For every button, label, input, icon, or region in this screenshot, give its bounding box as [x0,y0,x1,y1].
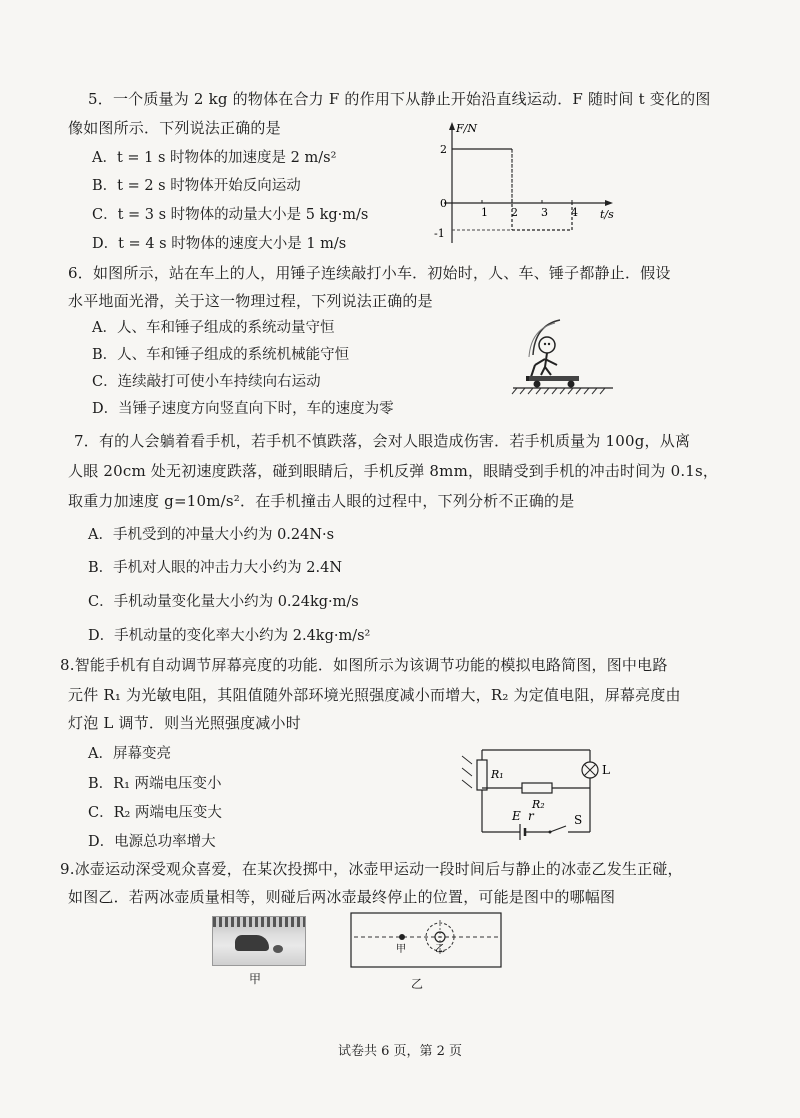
q7-option-b: B．手机对人眼的冲击力大小约为 2.4N [88,560,343,576]
cart-wheel-left [534,381,541,388]
emf-label: E [512,809,521,823]
q6-stem-line1: 6．如图所示，站在车上的人，用锤子连续敲打小车．初始时，人、车、锤子都静止．假设 [68,264,671,282]
lamp-label: L [602,763,610,777]
r2-resistor [522,783,552,793]
chart-y-arrow [449,122,455,130]
q6-option-c: C．连续敲打可使小车持续向右运动 [92,374,321,390]
q5-option-a: A．t = 1 s 时物体的加速度是 2 m/s² [92,150,337,166]
stone-jia [399,934,405,940]
person-head [539,337,555,353]
q7-stem-line1: 7．有的人会躺着看手机，若手机不慎跌落，会对人眼造成伤害．若手机质量为 100g，从离 [74,432,691,450]
q7-stem-line3: 取重力加速度 g=10m/s²．在手机撞击人眼的过程中，下列分析不正确的是 [68,492,575,510]
stone-jia-label: 甲 [396,944,406,955]
r1-photoresistor [477,760,487,790]
page-footer: 试卷共 6 页，第 2 页 [337,1044,463,1059]
internal-r-label: r [528,809,534,823]
hammer-handle [531,365,535,377]
q8-stem-line2: 元件 R₁ 为光敏电阻，其阻值随外部环境光照强度减小而增大，R₂ 为定值电阻，屏幕亮度由 [68,686,681,704]
q5-option-c: C．t = 3 s 时物体的动量大小是 5 kg·m/s [92,207,369,223]
q6-person-on-cart-figure [505,315,620,400]
stone-yi-label: 乙 [435,944,445,955]
q9-curling-sheet-diagram [350,912,502,968]
chart-y-tick-0: 0 [440,197,447,210]
cart-body [529,376,579,381]
q9-stem-line1: 9.冰壶运动深受观众喜爱，在某次投掷中，冰壶甲运动一段时间后与静止的冰壶乙发生正碰， [60,860,683,878]
light-arrows [462,756,472,788]
q8-option-b: B．R₁ 两端电压变小 [88,776,222,792]
chart-y-tick-2: 2 [440,143,447,156]
q7-option-c: C．手机动量变化量大小约为 0.24kg·m/s [88,594,359,610]
switch-s [550,826,566,832]
q5-option-b: B．t = 2 s 时物体开始反向运动 [92,178,301,194]
q8-option-a: A．屏幕变亮 [88,746,171,762]
q5-stem-line2: 像如图所示．下列说法正确的是 [68,119,281,137]
athlete-silhouette [235,935,269,951]
chart-y-tick-neg1: -1 [434,227,445,240]
q8-stem-line1: 8.智能手机有自动调节屏幕亮度的功能．如图所示为该调节功能的模拟电路简图，图中电路 [60,656,668,674]
q6-stem-line2: 水平地面光滑，关于这一物理过程，下列说法正确的是 [68,292,433,310]
chart-x-arrow [605,200,613,206]
q9-stem-line2: 如图乙．若两冰壶质量相等，则碰后两冰壶最终停止的位置，可能是图中的哪幅图 [68,888,616,906]
r2-label: R₂ [532,798,545,811]
q6-option-d: D．当锤子速度方向竖直向下时，车的速度为零 [92,401,394,417]
chart-x-tick-1: 1 [481,206,488,219]
chart-y-label: F/N [456,122,477,135]
q5-option-d: D．t = 4 s 时物体的速度大小是 1 m/s [92,236,347,252]
q9-fig-jia-caption: 甲 [249,972,262,986]
q6-option-b: B．人、车和锤子组成的系统机械能守恒 [92,347,350,363]
q8-stem-line3: 灯泡 L 调节．则当光照强度减小时 [68,714,301,732]
q7-stem-line2: 人眼 20cm 处无初速度跌落，碰到眼睛后，手机反弹 8mm，眼睛受到手机的冲击时间为 0.1s， [68,462,719,480]
chart-x-label: t/s [600,208,614,221]
chart-x-tick-2: 2 [511,206,518,219]
q9-curling-photo [212,916,306,966]
ground-hatch [512,388,605,394]
curling-stone-photo [273,945,283,953]
q9-fig-yi-caption: 乙 [411,977,424,991]
q7-option-a: A．手机受到的冲量大小约为 0.24N·s [88,527,335,543]
chart-x-tick-3: 3 [541,206,548,219]
q6-option-a: A．人、车和锤子组成的系统动量守恒 [92,320,335,336]
q8-option-d: D．电源总功率增大 [88,834,216,850]
cart-wheel-right [568,381,575,388]
chart-x-tick-4: 4 [571,206,578,219]
r1-label: R₁ [491,768,504,781]
q8-circuit-diagram [460,740,620,840]
person-body [535,353,557,375]
q8-option-c: C．R₂ 两端电压变大 [88,805,222,821]
q5-stem-line1: 5．一个质量为 2 kg 的物体在合力 F 的作用下从静止开始沿直线运动．F 随时间 t 变化的图 [88,90,711,108]
q7-option-d: D．手机动量的变化率大小约为 2.4kg·m/s² [88,628,371,644]
switch-label: S [574,813,583,827]
q5-force-time-chart [430,118,625,248]
